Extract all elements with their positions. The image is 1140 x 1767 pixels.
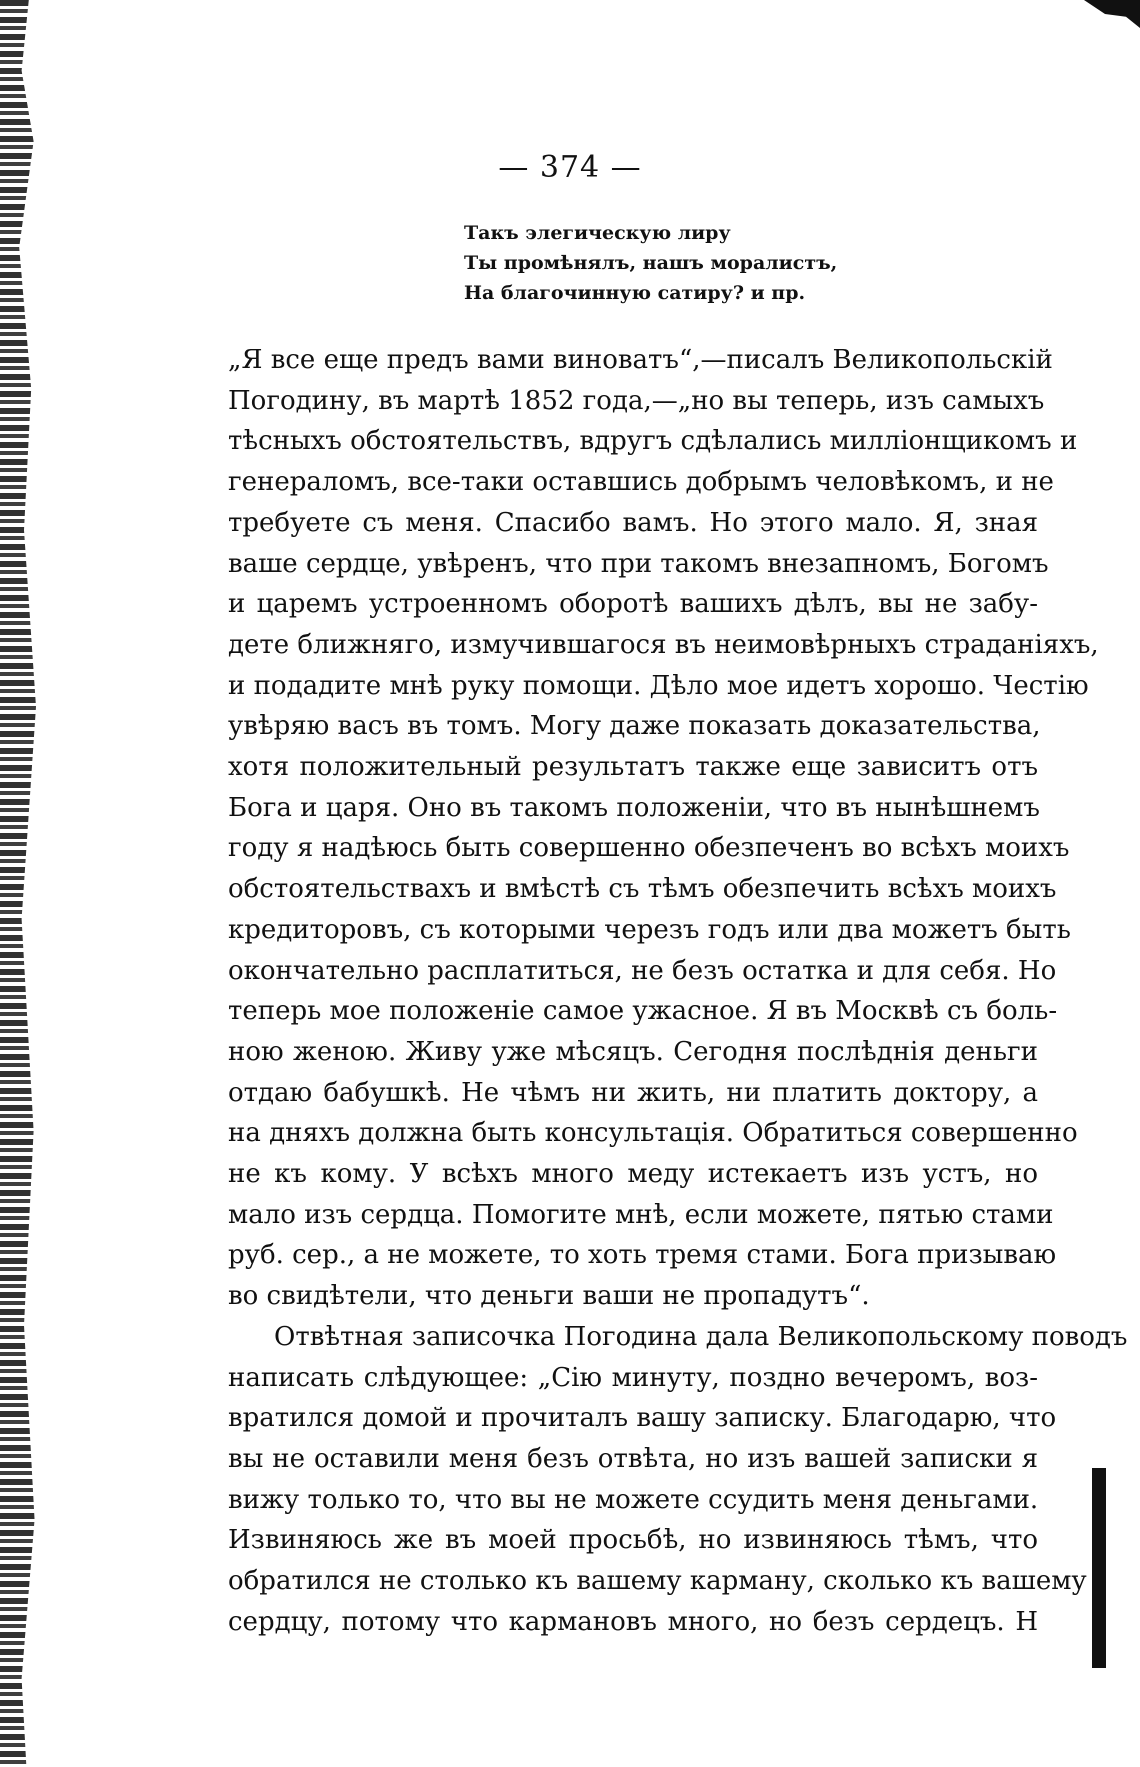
text-line: Отвѣтная записочка Погодина дала Великопольскому поводъ (274, 1321, 1128, 1352)
text-line: мало изъ сердца. Помогите мнѣ, если можете, пятью стами (228, 1199, 1054, 1230)
text-line: дете ближняго, измучившагося въ неимовѣрныхъ страданіяхъ, (228, 629, 1099, 660)
epigraph-line: На благочинную сатиру? и пр. (464, 282, 806, 304)
text-line: „Я все еще предъ вами виноватъ“,—писалъ Великопольскій (228, 345, 1053, 375)
text-line: обратился не столько къ вашему карману, сколько къ вашему (228, 1566, 1087, 1597)
text-line: на дняхъ должна быть консультація. Обратиться совершенно (228, 1118, 1078, 1149)
text-line: и царемъ устроенномъ оборотѣ вашихъ дѣлъ, вы не забу- (228, 589, 1038, 620)
text-line: и подадите мнѣ руку помощи. Дѣло мое идетъ хорошо. Честію (228, 670, 1089, 701)
text-line: тѣсныхъ обстоятельствъ, вдругъ сдѣлались милліонщикомъ и (228, 426, 1078, 457)
text-line: генераломъ, все-таки оставшись добрымъ человѣкомъ, и не (228, 467, 1054, 498)
epigraph-line: Такъ элегическую лиру (464, 222, 731, 244)
text-line: Погодину, въ мартѣ 1852 года,—„но вы теперь, изъ самыхъ (228, 385, 1045, 416)
text-line: требуете съ меня. Спасибо вамъ. Но этого мало. Я, зная (228, 507, 1038, 538)
text-line: окончательно расплатиться, не безъ остатка и для себя. Но (228, 955, 1057, 986)
scan-left-edge (0, 0, 48, 1767)
text-line: году я надѣюсь быть совершенно обезпеченъ во всѣхъ моихъ (228, 833, 1070, 864)
epigraph (464, 218, 864, 308)
text-line: не къ кому. У всѣхъ много меду истекаетъ изъ устъ, но (228, 1159, 1038, 1190)
text-line: вижу только то, что вы не можете ссудить меня деньгами. (228, 1484, 1039, 1515)
scan-right-edge (1092, 1468, 1106, 1668)
text-line: написать слѣдующее: „Сію минуту, поздно вечеромъ, воз- (228, 1362, 1038, 1393)
text-line: Извиняюсь же въ моей просьбѣ, но извиняюсь тѣмъ, что (228, 1525, 1038, 1556)
text-line: увѣряю васъ въ томъ. Могу даже показать доказательства, (228, 711, 1041, 742)
text-line: ною женою. Живу уже мѣсяцъ. Сегодня послѣднія деньги (228, 1036, 1038, 1067)
text-line: кредиторовъ, съ которыми черезъ годъ или два можетъ быть (228, 914, 1071, 945)
text-line: во свидѣтели, что деньги ваши не пропадутъ“. (228, 1281, 870, 1312)
text-line: руб. сер., а не можете, то хоть тремя стами. Бога призываю (228, 1240, 1057, 1271)
scan-corner-mark (1070, 0, 1140, 28)
body-text (228, 340, 1128, 1643)
epigraph-line: Ты промѣнялъ, нашъ моралистъ, (464, 252, 838, 274)
text-line: ваше сердце, увѣренъ, что при такомъ внезапномъ, Богомъ (228, 548, 1049, 579)
text-line: отдаю бабушкѣ. Не чѣмъ ни жить, ни платить доктору, а (228, 1077, 1038, 1108)
text-line: обстоятельствахъ и вмѣстѣ съ тѣмъ обезпечить всѣхъ моихъ (228, 874, 1057, 905)
text-line: вы не оставили меня безъ отвѣта, но изъ вашей записки я (228, 1443, 1038, 1474)
text-line: хотя положительный результатъ также еще зависитъ отъ (228, 752, 1038, 783)
text-line: теперь мое положеніе самое ужасное. Я въ Москвѣ съ боль- (228, 996, 1058, 1027)
text-line: вратился домой и прочиталъ вашу записку. Благодарю, что (228, 1403, 1057, 1434)
text-line: сердцу, потому что кармановъ много, но безъ сердецъ. Н (228, 1606, 1038, 1637)
text-line: Бога и царя. Оно въ такомъ положеніи, что въ нынѣшнемъ (228, 792, 1040, 823)
page-number: — 374 — (498, 150, 642, 185)
